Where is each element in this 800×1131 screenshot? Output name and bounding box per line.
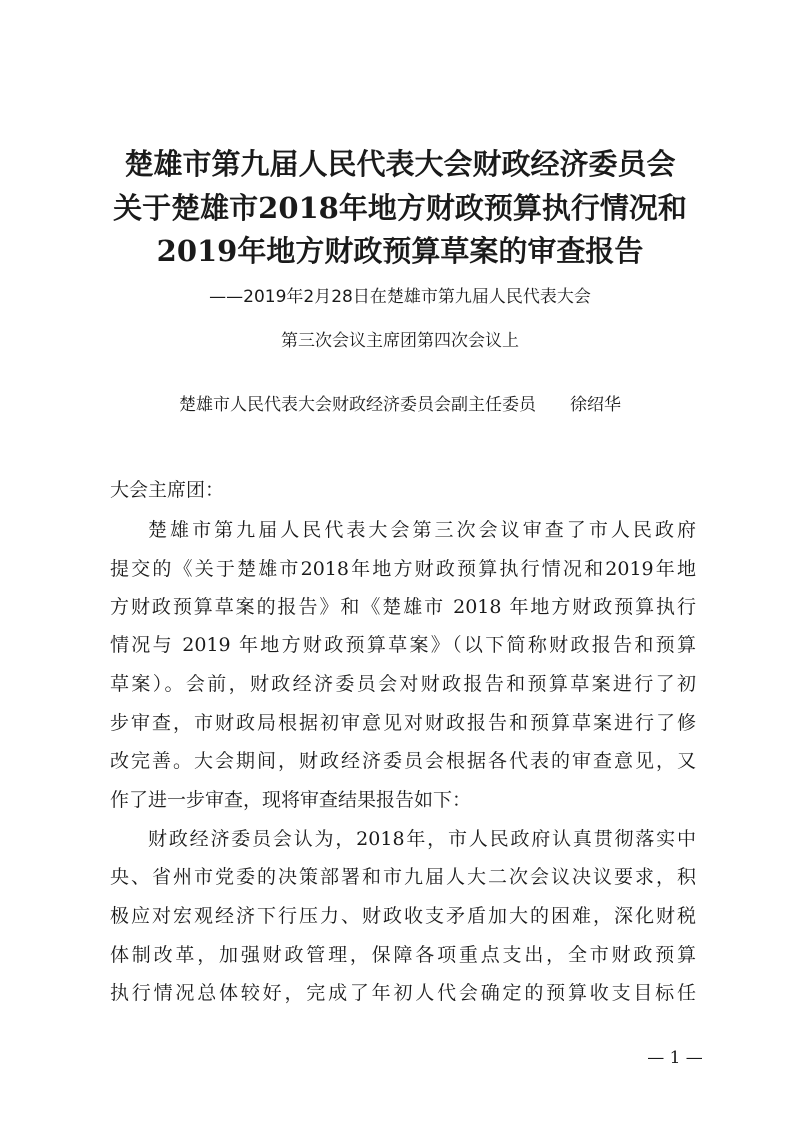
speaker-name: 徐绍华 (570, 395, 621, 415)
body-line: 方财政预算草案的报告》和《楚雄市 2018 年地方财政预算执行 (110, 596, 696, 618)
document-title-line-1: 楚雄市第九届人民代表大会财政经济委员会 (124, 147, 676, 181)
speaker-line (60, 393, 740, 417)
salutation: 大会主席团： (110, 479, 225, 501)
body-line: 情况与 2019 年地方财政预算草案》（以下简称财政报告和预算 (110, 634, 696, 656)
body-line: 作了进一步审查，现将审查结果报告如下： (110, 789, 472, 811)
subtitle-line-2: 第三次会议主席团第四次会议上 (281, 331, 519, 351)
body-line: 楚雄市第九届人民代表大会第三次会议审查了市人民政府 (148, 519, 696, 541)
body-line: 财政经济委员会认为，2018年，市人民政府认真贯彻落实中 (148, 828, 696, 850)
body-line: 步审查，市财政局根据初审意见对财政报告和预算草案进行了修 (110, 712, 696, 734)
document-title-line-3: 2019年地方财政预算草案的审查报告 (156, 234, 644, 268)
body-line: 改完善。大会期间，财政经济委员会根据各代表的审查意见，又 (110, 750, 696, 772)
body-line: 央、省州市党委的决策部署和市九届人大二次会议决议要求，积 (110, 866, 696, 888)
body-line: 草案）。会前，财政经济委员会对财政报告和预算草案进行了初 (110, 673, 696, 695)
body-line: 执行情况总体较好，完成了年初人代会确定的预算收支目标任 (110, 982, 696, 1004)
body-line: 极应对宏观经济下行压力、财政收支矛盾加大的困难，深化财税 (110, 905, 696, 927)
body-line: 提交的《关于楚雄市2018年地方财政预算执行情况和2019年地 (110, 558, 696, 580)
page-number: — 1 — (647, 1048, 703, 1068)
document-title-line-2: 关于楚雄市2018年地方财政预算执行情况和 (113, 191, 687, 225)
body-line: 体制改革，加强财政管理，保障各项重点支出，全市财政预算 (110, 944, 696, 966)
subtitle-line-1: ——2019年2月28日在楚雄市第九届人民代表大会 (209, 287, 591, 307)
speaker-title: 楚雄市人民代表大会财政经济委员会副主任委员 (179, 395, 536, 415)
